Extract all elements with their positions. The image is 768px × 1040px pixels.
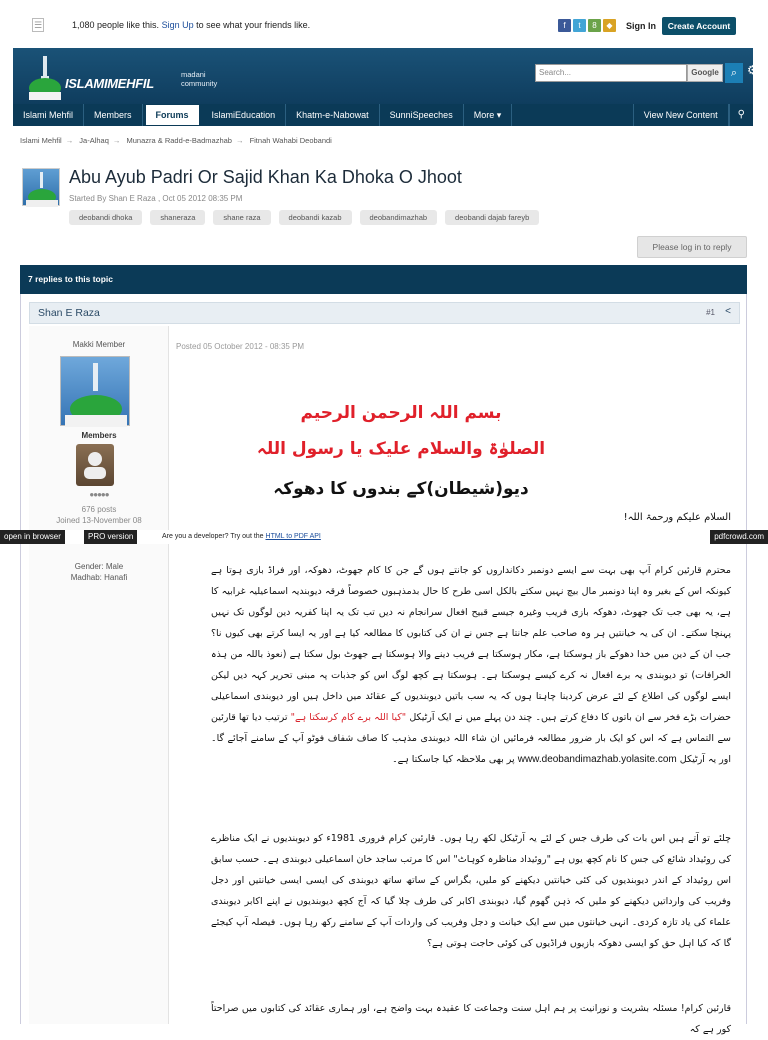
green-dome-avatar-icon [23, 169, 61, 207]
nav-tab-forums[interactable]: Forums [145, 104, 200, 126]
main-nav [13, 104, 753, 126]
facebook-icon[interactable]: f [558, 19, 571, 32]
pdfcrowd-brand-link[interactable]: pdfcrowd.com [710, 530, 768, 544]
post-heading: دیو(شیطان)کے بندوں کا دھوکہ [273, 479, 529, 499]
signup-link[interactable]: Sign Up [161, 20, 194, 30]
nav-tab-islami-mehfil[interactable]: Islami Mehfil [13, 104, 84, 126]
joined-date: Joined 13-November 08 [56, 516, 142, 525]
pro-version-link[interactable]: PRO version [84, 530, 137, 544]
nav-tab-islami-education[interactable]: IslamiEducation [202, 104, 287, 126]
salam-text: السلام علیکم ورحمۃ اللہ! [623, 512, 731, 523]
author-info [29, 326, 169, 1024]
view-new-content-link[interactable]: View New Content [633, 104, 729, 126]
pdfcrowd-bar [0, 530, 768, 544]
post [20, 294, 747, 1035]
tag[interactable]: deobandimazhab [360, 210, 438, 225]
breadcrumb-item[interactable]: Fitnah Wahabi Deobandi [249, 136, 332, 145]
developer-promo: Are you a developer? Try out the HTML to PDF API [162, 533, 321, 540]
member-badge-icon [76, 444, 114, 486]
search-settings-gear-icon[interactable]: ⚙ [747, 63, 758, 77]
tag[interactable]: shaneraza [150, 210, 205, 225]
breadcrumb-item[interactable]: Ja-Alhaq [79, 136, 109, 145]
nav-tab-more[interactable]: More ▾ [464, 104, 513, 126]
nav-tab-sunni-speeches[interactable]: SunniSpeeches [380, 104, 464, 126]
tag[interactable]: deobandi kazab [279, 210, 352, 225]
facebook-likes: 1,080 people like this. Sign Up to see what your friends like. [72, 20, 311, 30]
html-to-pdf-api-link[interactable]: HTML to PDF API [265, 533, 321, 540]
breadcrumb [20, 136, 332, 145]
google-search-toggle[interactable]: Google [687, 64, 723, 82]
topic-tags [69, 210, 539, 225]
gender-field: Gender: Male [74, 562, 124, 571]
replies-count-bar: 7 replies to this topic [20, 265, 747, 294]
topic-title: Abu Ayub Padri Or Sajid Khan Ka Dhoka O Jhoot [69, 167, 462, 187]
site-url[interactable]: www.deobandimazhab.yolasite.com [517, 754, 677, 765]
create-account-button[interactable]: Create Account [662, 17, 736, 35]
madhab-field: Madhab: Hanafi [70, 573, 128, 582]
green-dome-logo-icon[interactable] [27, 56, 63, 100]
windows-live-icon[interactable]: ◆ [603, 19, 616, 32]
post-paragraph-3: قارئین کرام! مسئلہ بشریت و نورانیت پر ہم اہل سنت وجماعت کا عقیدہ بہت واضح ہے، اور ہماری عقائد کی کتابوں میں صراحتاً کور ہے کہ [211, 1003, 731, 1035]
post-count: 676 posts [81, 505, 117, 514]
post-author-name[interactable]: Shan E Raza [38, 307, 100, 319]
salat-text: الصلوٰۃ والسلام علیک یا رسول اللہ [256, 439, 546, 459]
member-rank: Makki Member [72, 340, 126, 349]
site-logo-text[interactable]: ISLAMIMEHFIL [65, 76, 154, 91]
share-icon[interactable]: < [725, 306, 731, 317]
social-icons [558, 19, 616, 32]
search-button[interactable] [725, 63, 743, 83]
map-pin-icon[interactable]: ⚲ [729, 104, 753, 126]
site-header [13, 48, 758, 104]
green-dome-photo-icon [61, 357, 131, 427]
search-icon: ⌕ [730, 67, 738, 79]
search-input[interactable]: Search... [535, 64, 687, 82]
member-group: Members [81, 431, 117, 440]
arrow-right-icon: → [235, 136, 244, 145]
post-paragraph-2: چلئے تو آتے ہیں اس بات کی طرف جس کے لئے یہ آرٹیکل لکھ رہا ہوں۔ قارئین کرام فروری 1981ء کو دیوبندیوں نے ایک مناظرے کی روئیداد شائع کی جس کا نام کچھ یوں ہے "روئیداد مناظرہ کوہاٹ" اس کا مرتب ساجد خان اسماعیلی دیوبندی ہے۔ حسب سابق اس روئیداد کے اندر دیوبندیوں کی کئی خیانتیں دیکھنے کو ملیں، بگراس کے ساتھ ساتھ دیوبندی کی ایسی ایسی خیانتیں اور دجل وفریب کی وارداتیں دیکھنے کو ملیں کہ ذہن گھوم گیا، دیوبندی اکابر کی طرف چلا گیا کہ آج کچھ دیوبندیوں نے اپنے اکابر دیوبندی علماء کی یاد تازہ کردی۔ انہی خیانتوں میں سے ایک خیانت و دجل وفریب کی واردات آپ کے سامنے رکھ رہا ہوں۔ فیصلہ آپ کیجئے گا کہ کیا اہل حق کو ایسی دھوکہ بازیوں فراڈیوں کی کوئی حاجت ہوتی ہے؟ [211, 833, 731, 949]
bismillah-text: بسم اللہ الرحمن الرحیم [300, 403, 502, 423]
nav-tab-members[interactable]: Members [84, 104, 143, 126]
caret-down-icon: ▾ [496, 110, 502, 120]
posted-date: Posted 05 October 2012 - 08:35 PM [176, 342, 305, 351]
breadcrumb-item[interactable]: Islami Mehfil [20, 136, 62, 145]
post-number[interactable]: #1 [706, 308, 715, 317]
facebook-like-icon[interactable]: ☰ [33, 20, 43, 30]
tag[interactable]: deobandi dajab fareyb [445, 210, 539, 225]
author-avatar-small[interactable] [22, 168, 60, 206]
post-paragraph-1: محترم قارئین کرام آپ بھی بہت سے ایسے دونمبر دکانداروں کو جانتے ہوں گے جن کا کام جھوٹ، دھوکہ، اور فراڈ بازی ہوتا ہے کیونکہ اس کے بغیر وہ اپنا دونمبر مال بیچ نہیں سکتے بالکل اسی طرح کا حال بدمذہبوں خصوصاً فرقہ دیوبندیہ اسماعیلیہ غرابیہ کا ہے، یہ بھی جب تک جھوٹ، دھوکہ بازی فریب وغیرہ جیسے قبیح افعال سرانجام نہ دیں تب تک یہ اپنا کفریہ دین لوگوں تک نہیں پہنچا سکتے۔ ان کی یہ خیانتیں ہر وہ صاحب علم جانتا ہے جس نے ان کی کتابوں کا مطالعہ کیا ہے اور یہ ایسا کرتے بھی کیوں نا؟ جب ان کے دین میں خدا دھوکے باز ہوسکتا ہے، مکار ہوسکتا ہے فریب دینے والا ہوسکتا ہے جھوٹ بول سکتا ہے (نعوذ باللہ من ہذہ الخرافات) تو دیوبندی یہ برے افعال نہ کرے کیسے ہوسکتا ہے۔ ہوسکتا ہے کچھ لوگ اس کو جذبات پہ مبنی تحریر کہہ دیں لیکن ایسے لوگوں کی اطلاع کے لئے عرض کردینا چاہتا ہوں کہ یہ سب باتیں دیوبندیوں کے عقائد میں داخل ہیں اور دیوبندی اسماعیلی حضرات بڑے فخر سے ان باتوں کا دفاع کرتے ہیں۔ چند دن پہلے میں نے ایک آرٹیکل "کیا اللہ برے کام کرسکتا ہے" ترتیب دیا تھا قارئین سے التماس ہے کہ اس کو ایک بار ضرور مطالعہ فرمائیں ان شاء اللہ دیوبندی مذہب کا صاف شفاف فوٹو آپ کے سامنے آجائے گا۔ اور یہ آرٹیکل www.deobandimazhab.yolasite.com پر بھی ملاحظہ کیا جاسکتا ہے۔ [211, 565, 731, 765]
openid-icon[interactable]: 8 [588, 19, 601, 32]
topic-started-by: Started By Shan E Raza , Oct 05 2012 08:35 PM [69, 194, 243, 203]
quoted-article-title: "کیا اللہ برے کام کرسکتا ہے" [290, 712, 407, 723]
post-header [29, 302, 740, 324]
top-bar [0, 0, 768, 48]
tag[interactable]: deobandi dhoka [69, 210, 142, 225]
login-to-reply-button[interactable]: Please log in to reply [637, 236, 747, 258]
arrow-right-icon: → [112, 136, 121, 145]
nav-tab-khatm-e-nabowat[interactable]: Khatm-e-Nabowat [286, 104, 380, 126]
author-photo[interactable] [60, 356, 130, 426]
arrow-right-icon: → [65, 136, 74, 145]
tag[interactable]: shane raza [213, 210, 270, 225]
rating-stars: ●●●●● [89, 490, 109, 499]
sign-in-link[interactable]: Sign In [626, 21, 656, 31]
site-logo-subtitle: madani community [181, 70, 218, 88]
breadcrumb-item[interactable]: Munazra & Radd-e-Badmazhab [126, 136, 232, 145]
open-in-browser-link[interactable]: open in browser [0, 530, 65, 544]
twitter-icon[interactable]: t [573, 19, 586, 32]
